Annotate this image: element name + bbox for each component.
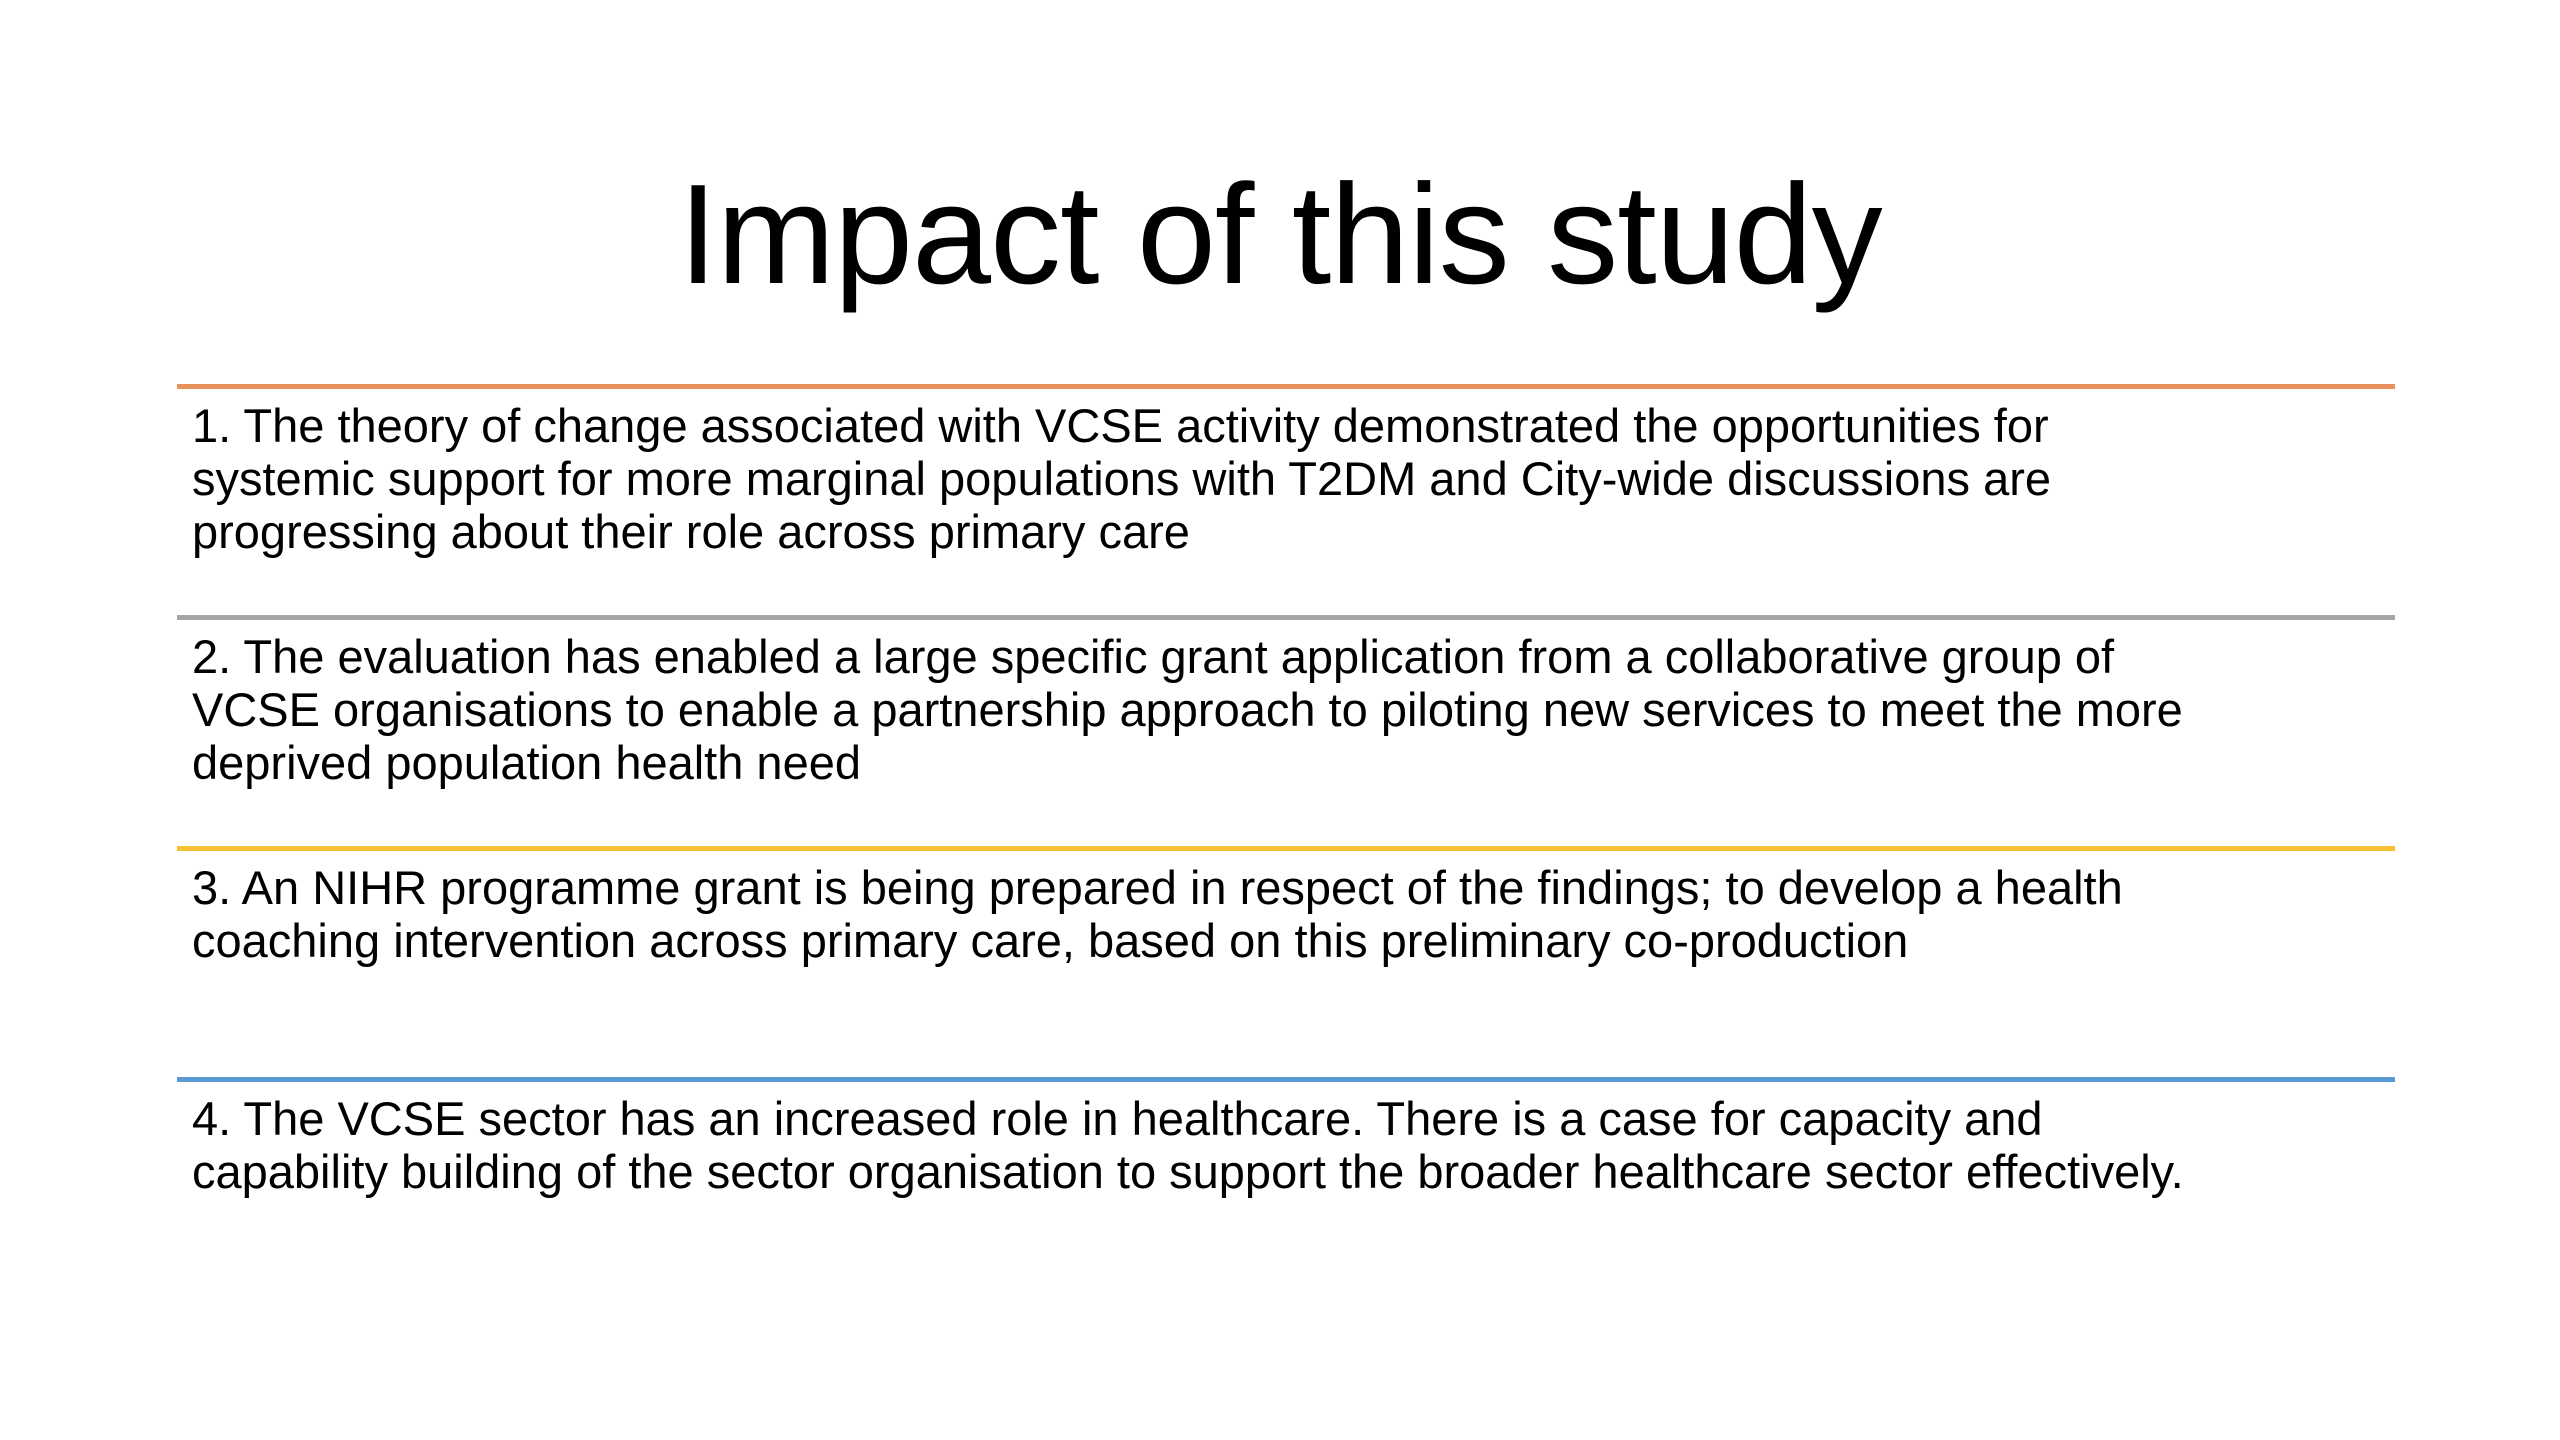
impact-item-text: 4. The VCSE sector has an increased role in healthcare. There is a case for capacity and capability building of the sector organisation to support the broader healthcare sector effectively. bbox=[192, 1092, 2184, 1198]
impact-item-1 bbox=[177, 384, 2395, 616]
impact-item-text: 1. The theory of change associated with VCSE activity demonstrated the opportunities for systemic support for more marginal populations with T2DM and City-wide discussions are progressing about their role across primary care bbox=[192, 399, 2052, 558]
impact-item-text: 2. The evaluation has enabled a large specific grant application from a collaborative group of VCSE organisations to enable a partnership approach to piloting new services to meet the more deprived population health need bbox=[192, 630, 2183, 789]
slide-title: Impact of this study bbox=[678, 155, 1882, 314]
impact-item-2 bbox=[177, 615, 2395, 847]
impact-item-text: 3. An NIHR programme grant is being prepared in respect of the findings; to develop a health coaching intervention across primary care, based on this preliminary co-production bbox=[192, 861, 2123, 967]
impact-item-4 bbox=[177, 1077, 2395, 1309]
impact-item-3 bbox=[177, 846, 2395, 1078]
